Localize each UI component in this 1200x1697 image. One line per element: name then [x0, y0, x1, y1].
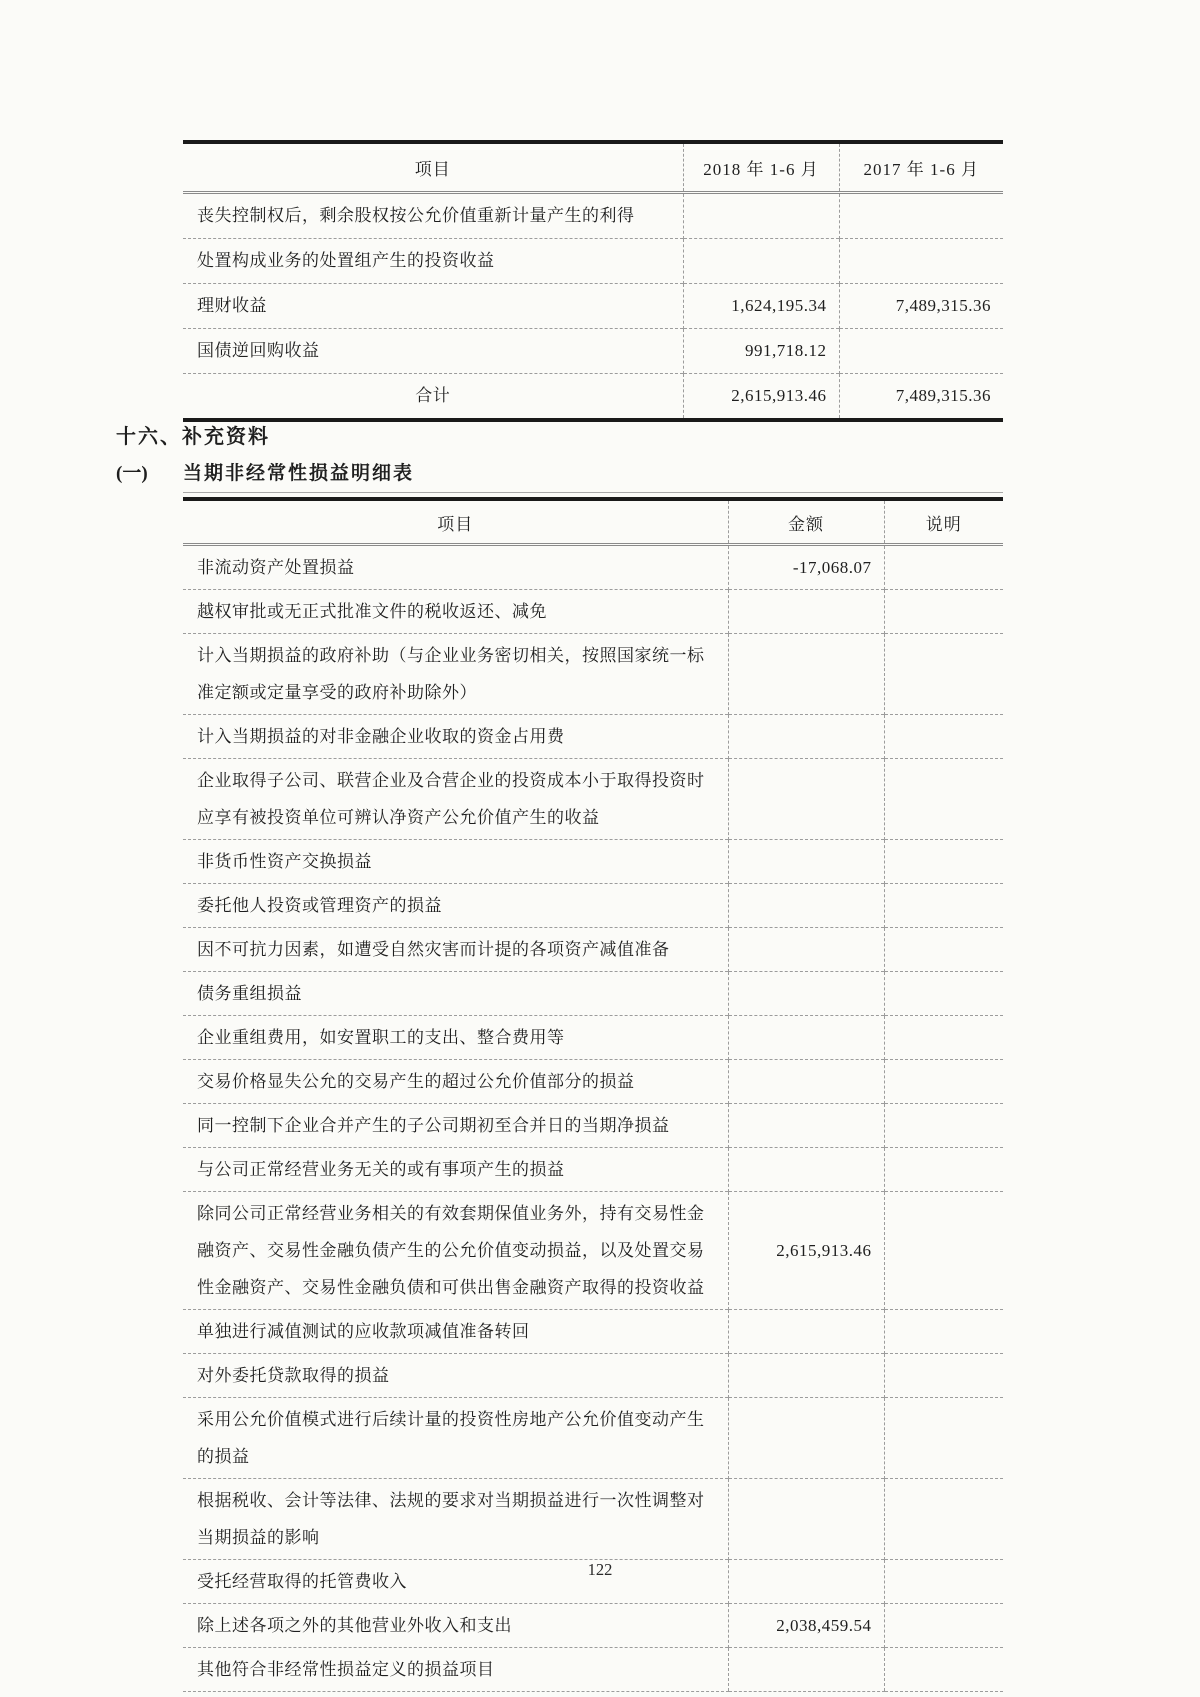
subsection-title: 当期非经常性损益明细表: [183, 463, 415, 484]
value-2017-cell: [839, 193, 1003, 239]
header-cell-2018: 2018 年 1-6 月: [683, 142, 839, 193]
amount-cell: -17,068.07: [728, 545, 884, 590]
table-row: [183, 239, 1003, 284]
page-number: 122: [587, 1560, 613, 1579]
table-row: [183, 1648, 1003, 1692]
item-cell: 企业取得子公司、联营企业及合营企业的投资成本小于取得投资时应享有被投资单位可辨认净资产公允价值产生的收益: [183, 759, 728, 840]
section-heading: 十六、补充资料: [116, 426, 270, 448]
note-cell: [884, 1060, 1003, 1104]
table-row: [183, 634, 1003, 715]
table-row: [183, 374, 1003, 421]
value-2017-cell: [839, 329, 1003, 374]
table-row: [183, 1354, 1003, 1398]
table-row: [183, 1148, 1003, 1192]
amount-cell: [728, 884, 884, 928]
header-cell-amount: 金额: [728, 499, 884, 545]
item-cell: 非流动资产处置损益: [197, 558, 355, 577]
amount-cell: [728, 715, 884, 759]
subsection-heading: [116, 458, 1003, 493]
table-row: [183, 329, 1003, 374]
amount-cell: [728, 1354, 884, 1398]
amount-cell: [728, 1060, 884, 1104]
note-cell: [884, 884, 1003, 928]
header-cell-item: 项目: [183, 499, 728, 545]
value-2018-cell: [683, 193, 839, 239]
note-cell: [884, 972, 1003, 1016]
table-row: [183, 1192, 1003, 1310]
note-cell: [884, 715, 1003, 759]
table-row: [183, 1060, 1003, 1104]
item-cell: 同一控制下企业合并产生的子公司期初至合并日的当期净损益: [183, 1104, 728, 1148]
amount-cell: 2,038,459.54: [728, 1604, 884, 1648]
note-cell: [884, 1479, 1003, 1560]
note-cell: [884, 1104, 1003, 1148]
item-cell: 债务重组损益: [183, 972, 728, 1016]
header-cell-note: 说明: [884, 499, 1003, 545]
amount-cell: [728, 590, 884, 634]
item-cell: 计入当期损益的政府补助（与企业业务密切相关，按照国家统一标准定额或定量享受的政府补助除外）: [183, 634, 728, 715]
item-cell: 非货币性资产交换损益: [183, 840, 728, 884]
table-row: [183, 1310, 1003, 1354]
amount-cell: [728, 1016, 884, 1060]
value-2018-cell: [683, 239, 839, 284]
table-row: [183, 1104, 1003, 1148]
amount-cell: [728, 759, 884, 840]
subsection-marker: (一): [116, 463, 148, 484]
value-2018-cell: 991,718.12: [683, 329, 839, 374]
amount-cell: [728, 840, 884, 884]
item-cell: 处置构成业务的处置组产生的投资收益: [183, 239, 683, 284]
table-row: [183, 715, 1003, 759]
table-row: [183, 1479, 1003, 1560]
table-row: [183, 590, 1003, 634]
table-row: [183, 1016, 1003, 1060]
table-row: [183, 193, 1003, 239]
item-cell: 对外委托贷款取得的损益: [183, 1354, 728, 1398]
note-cell: [884, 1148, 1003, 1192]
item-cell: 越权审批或无正式批准文件的税收返还、减免: [183, 590, 728, 634]
note-cell: [884, 1604, 1003, 1648]
item-cell: 委托他人投资或管理资产的损益: [183, 884, 728, 928]
table-row: [183, 840, 1003, 884]
item-cell: 国债逆回购收益: [183, 329, 683, 374]
value-2018-cell: 1,624,195.34: [683, 284, 839, 329]
value-2017-cell: 7,489,315.36: [839, 374, 1003, 421]
item-cell: 理财收益: [183, 284, 683, 329]
header-cell-2017: 2017 年 1-6 月: [839, 142, 1003, 193]
value-2017-cell: [839, 239, 1003, 284]
note-cell: [884, 1310, 1003, 1354]
item-cell: 因不可抗力因素，如遭受自然灾害而计提的各项资产减值准备: [183, 928, 728, 972]
investment-income-summary-table: [183, 140, 1003, 422]
item-cell: 除上述各项之外的其他营业外收入和支出: [183, 1604, 728, 1648]
header-cell-item: 项目: [183, 142, 683, 193]
amount-cell: [728, 928, 884, 972]
amount-cell: [728, 1104, 884, 1148]
note-cell: [884, 1398, 1003, 1479]
note-cell: [884, 545, 1003, 590]
item-cell: 企业重组费用，如安置职工的支出、整合费用等: [183, 1016, 728, 1060]
table-row: [183, 545, 1003, 590]
table-row: [183, 1604, 1003, 1648]
item-cell: 其他符合非经常性损益定义的损益项目: [183, 1648, 728, 1692]
note-cell: [884, 928, 1003, 972]
note-cell: [884, 840, 1003, 884]
amount-cell: [728, 1479, 884, 1560]
amount-cell: 2,615,913.46: [728, 1192, 884, 1310]
item-cell: 与公司正常经营业务无关的或有事项产生的损益: [183, 1148, 728, 1192]
note-cell: [884, 759, 1003, 840]
value-2018-cell: 2,615,913.46: [683, 374, 839, 421]
table-row: [183, 928, 1003, 972]
item-cell: 丧失控制权后，剩余股权按公允价值重新计量产生的利得: [197, 206, 635, 225]
item-cell: 单独进行减值测试的应收款项减值准备转回: [183, 1310, 728, 1354]
note-cell: [884, 634, 1003, 715]
amount-cell: [728, 1398, 884, 1479]
item-cell: 根据税收、会计等法律、法规的要求对当期损益进行一次性调整对当期损益的影响: [183, 1479, 728, 1560]
note-cell: [884, 1648, 1003, 1692]
table-row: [183, 972, 1003, 1016]
item-cell: 受托经营取得的托管费收入: [183, 1560, 728, 1604]
amount-cell: [728, 972, 884, 1016]
value-2017-cell: 7,489,315.36: [839, 284, 1003, 329]
table-row: [183, 284, 1003, 329]
table-header-row: [183, 142, 1003, 193]
amount-cell: [728, 1310, 884, 1354]
non-recurring-gains-losses-table: [183, 497, 1003, 1692]
note-cell: [884, 1354, 1003, 1398]
table-row: [183, 884, 1003, 928]
table-row: [183, 759, 1003, 840]
amount-cell: [728, 1148, 884, 1192]
item-cell: 交易价格显失公允的交易产生的超过公允价值部分的损益: [183, 1060, 728, 1104]
table-row: [183, 1398, 1003, 1479]
item-cell: 合计: [183, 374, 683, 421]
note-cell: [884, 590, 1003, 634]
item-cell: 计入当期损益的对非金融企业收取的资金占用费: [183, 715, 728, 759]
item-cell: 除同公司正常经营业务相关的有效套期保值业务外，持有交易性金融资产、交易性金融负债产生的公允价值变动损益，以及处置交易性金融资产、交易性金融负债和可供出售金融资产取得的投资收益: [183, 1192, 728, 1310]
table-header-row: [183, 499, 1003, 545]
amount-cell: [728, 1648, 884, 1692]
amount-cell: [728, 634, 884, 715]
note-cell: [884, 1016, 1003, 1060]
note-cell: [884, 1192, 1003, 1310]
item-cell: 采用公允价值模式进行后续计量的投资性房地产公允价值变动产生的损益: [183, 1398, 728, 1479]
